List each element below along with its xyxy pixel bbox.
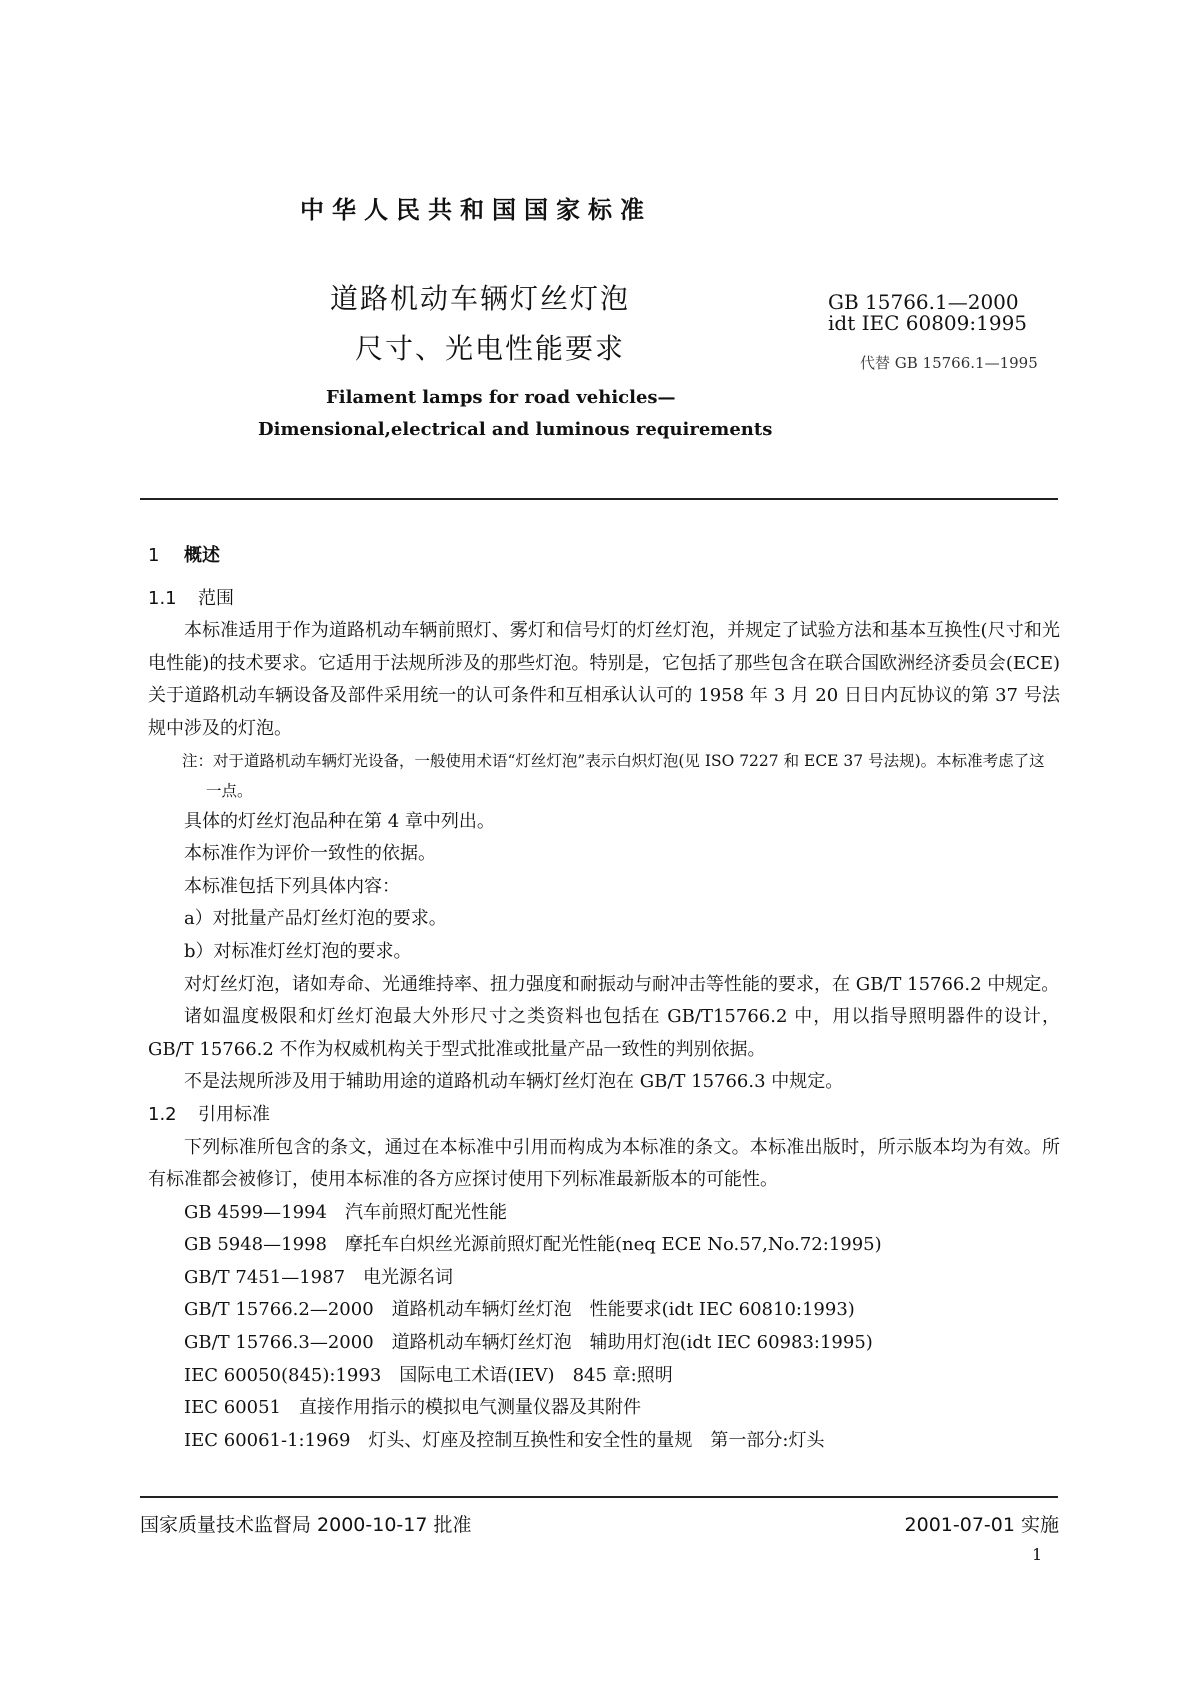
title-cn-line1: 道路机动车辆灯丝灯泡 [330,282,631,315]
section-title: 引用标准 [198,1103,270,1125]
section-1-heading [148,540,1060,573]
replaces-standard: 代替 GB 15766.1—1995 [860,354,1038,372]
header-divider [140,498,1058,500]
reference-title: 摩托车白炽丝光源前照灯配光性能(neq ECE No.57,No.72:1995) [344,1234,882,1256]
reference-item [148,1229,1060,1262]
section-title: 范围 [198,587,234,609]
reference-title: 灯头、灯座及控制互换性和安全性的量规 第一部分:灯头 [368,1429,825,1451]
title-en-line2: Dimensional,electrical and luminous requirements [258,419,773,440]
reference-title: 道路机动车辆灯丝灯泡 辅助用灯泡(idt IEC 60983:1995) [391,1332,873,1354]
reference-title: 汽车前照灯配光性能 [344,1201,507,1223]
reference-item [148,1360,1060,1393]
footer-divider [140,1496,1058,1498]
list-item: a）对批量产品灯丝灯泡的要求。 [184,908,447,930]
reference-title: 电光源名词 [363,1266,454,1288]
reference-item [148,1294,1060,1327]
title-en-line1: Filament lamps for road vehicles— [326,387,676,408]
paragraph: 本标准包括下列具体内容： [184,875,400,897]
reference-code: GB/T 15766.3—2000 [184,1332,374,1354]
idt-reference: idt IEC 60809:1995 [828,311,1028,335]
reference-code: GB 5948—1998 [184,1234,327,1256]
approval-date: 国家质量技术监督局 2000-10-17 批准 [140,1514,472,1536]
reference-list [148,1197,1060,1458]
reference-code: GB/T 15766.2—2000 [184,1299,374,1321]
reference-title: 国际电工术语(IEV) 845 章:照明 [399,1364,673,1386]
paragraph: 下列标准所包含的条文，通过在本标准中引用而构成为本标准的条文。本标准出版时，所示版本均为有效。所有标准都会被修订，使用本标准的各方应探讨使用下列标准最新版本的可能性。 [148,1136,1060,1191]
standard-number: GB 15766.1—2000 [828,290,1019,314]
note: 注：对于道路机动车辆灯光设备，一般使用术语“灯丝灯泡”表示白炽灯泡(见 ISO 7227 和 ECE 37 号法规)。本标准考虑了这一点。 [182,751,1045,800]
reference-code: GB/T 7451—1987 [184,1266,346,1288]
section-number: 1 [148,545,160,566]
section-1-1-heading [148,583,1060,616]
reference-item [148,1327,1060,1360]
reference-code: IEC 60050(845):1993 [184,1364,382,1386]
reference-code: IEC 60061-1:1969 [184,1429,351,1451]
effective-date: 2001-07-01 实施 [904,1514,1059,1536]
list-item: b）对标准灯丝灯泡的要求。 [184,940,412,962]
paragraph: 本标准适用于作为道路机动车辆前照灯、雾灯和信号灯的灯丝灯泡，并规定了试验方法和基本互换性(尺寸和光电性能)的技术要求。它适用于法规所涉及的那些灯泡。特别是，它包括了那些包含在联合国欧洲经济委员会(ECE)关于道路机动车辆设备及部件采用统一的认可条件和互相承认认可的 1958 年 3 月 20 日日内瓦协议的第 37 号法规中涉及的灯泡。 [148,620,1060,739]
reference-code: IEC 60051 [184,1397,282,1419]
section-number: 1.1 [148,587,177,609]
reference-item [148,1197,1060,1230]
reference-item [148,1425,1060,1458]
paragraph: 不是法规所涉及用于辅助用途的道路机动车辆灯丝灯泡在 GB/T 15766.3 中规定。 [184,1071,844,1093]
paragraph: 对灯丝灯泡，诸如寿命、光通维持率、扭力强度和耐振动与耐冲击等性能的要求，在 GB/T 15766.2 中规定。 [184,973,1060,995]
section-number: 1.2 [148,1103,177,1125]
reference-item [148,1392,1060,1425]
reference-title: 道路机动车辆灯丝灯泡 性能要求(idt IEC 60810:1993) [391,1299,855,1321]
paragraph: 诸如温度极限和灯丝灯泡最大外形尺寸之类资料也包括在 GB/T15766.2 中，用以指导照明器件的设计，GB/T 15766.2 不作为权威机构关于型式批准或批量产品一致性的判别依据。 [148,1006,1060,1060]
issuing-org: 中华人民共和国国家标准 [300,196,652,224]
reference-title: 直接作用指示的模拟电气测量仪器及其附件 [299,1397,642,1419]
paragraph: 本标准作为评价一致性的依据。 [184,843,436,865]
section-title: 概述 [184,545,220,566]
page-number: 1 [1032,1545,1043,1564]
section-1-2-heading [148,1099,1060,1132]
reference-item [148,1262,1060,1295]
paragraph: 具体的灯丝灯泡品种在第 4 章中列出。 [184,810,495,832]
title-cn-line2: 尺寸、光电性能要求 [355,332,626,365]
document-body [148,540,1060,1457]
reference-code: GB 4599—1994 [184,1201,327,1223]
